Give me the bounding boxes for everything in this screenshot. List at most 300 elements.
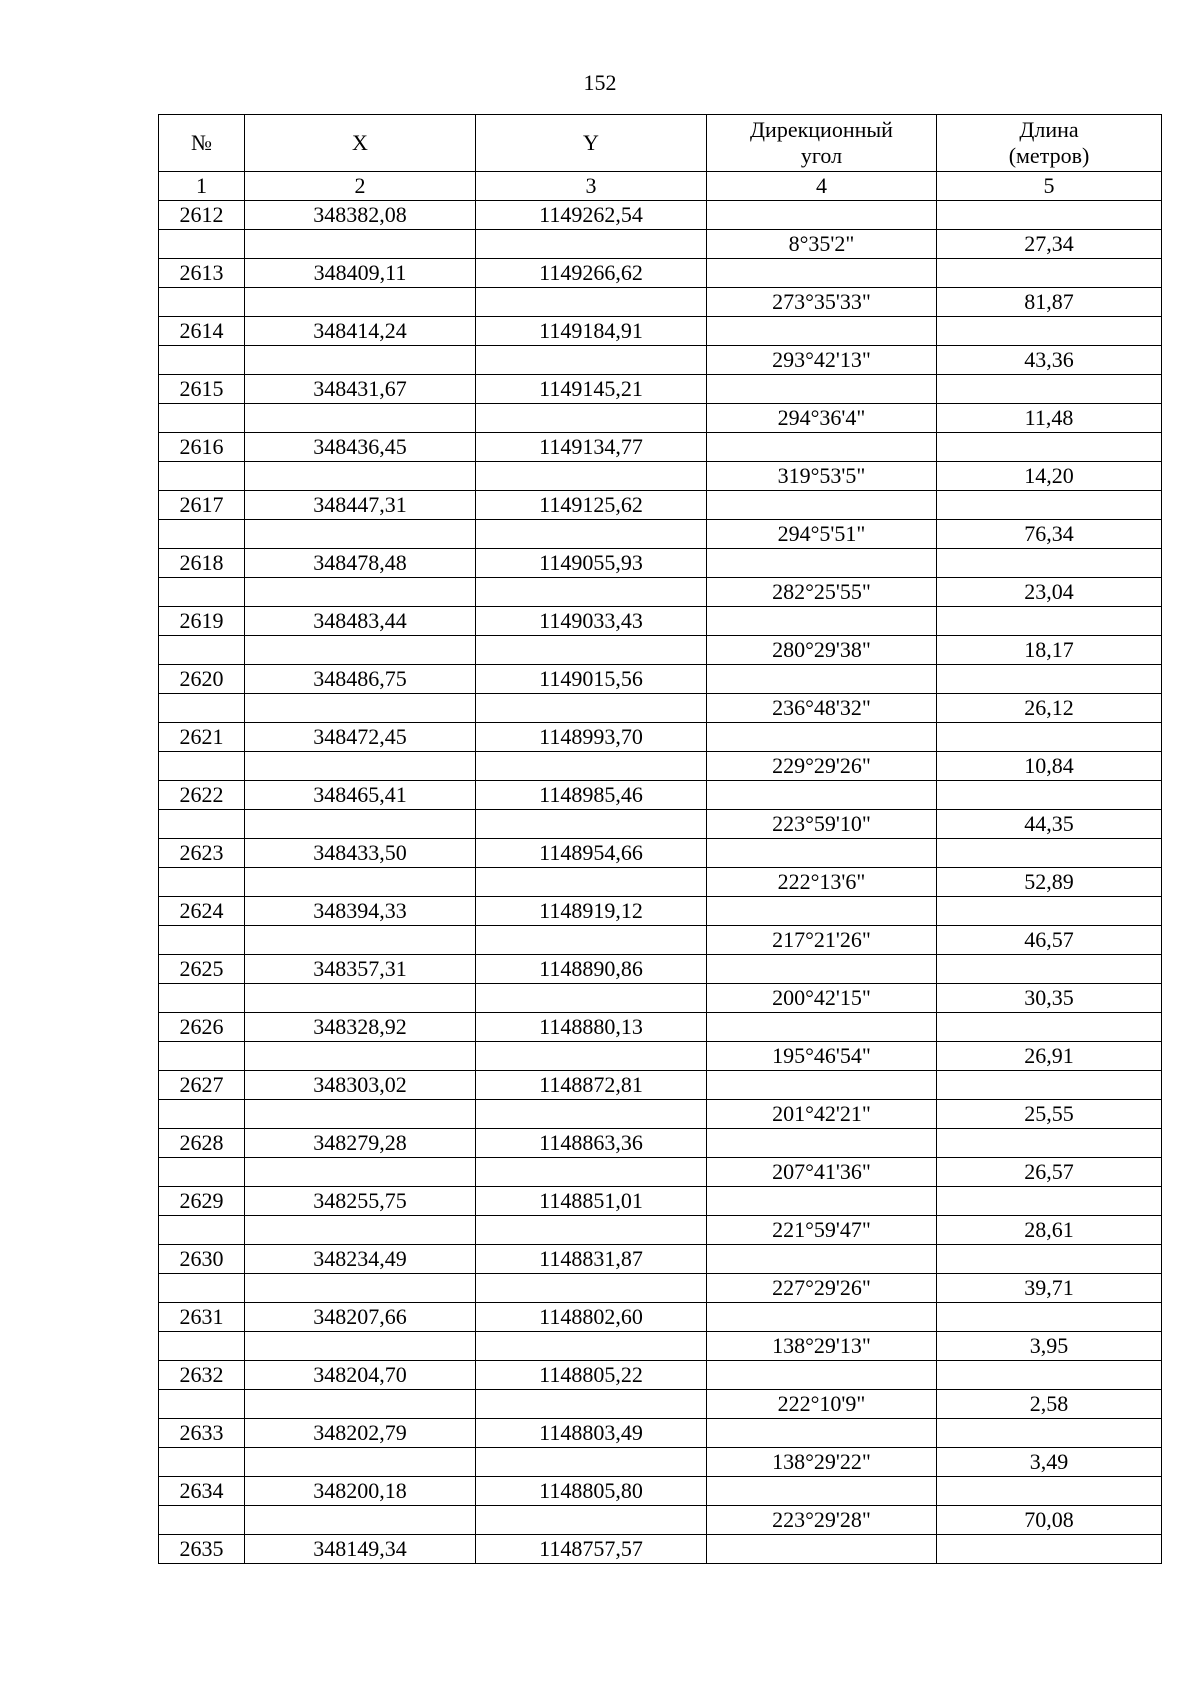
header-length — [937, 115, 1162, 172]
segment-y-empty — [476, 636, 707, 665]
segment-row — [159, 578, 1162, 607]
segment-row — [159, 1506, 1162, 1535]
point-angle-empty — [707, 1187, 937, 1216]
point-y: 1148802,60 — [476, 1303, 707, 1332]
segment-angle: 201°42'21" — [707, 1100, 937, 1129]
segment-angle: 223°59'10" — [707, 810, 937, 839]
segment-y-empty — [476, 578, 707, 607]
segment-x-empty — [245, 636, 476, 665]
segment-length: 70,08 — [937, 1506, 1162, 1535]
segment-length: 30,35 — [937, 984, 1162, 1013]
point-number: 2628 — [159, 1129, 245, 1158]
point-y: 1148880,13 — [476, 1013, 707, 1042]
segment-x-empty — [245, 1216, 476, 1245]
column-index: 4 — [707, 172, 937, 201]
point-number: 2631 — [159, 1303, 245, 1332]
segment-y-empty — [476, 1158, 707, 1187]
header-angle — [707, 115, 937, 172]
point-angle-empty — [707, 607, 937, 636]
segment-y-empty — [476, 1042, 707, 1071]
point-length-empty — [937, 781, 1162, 810]
segment-y-empty — [476, 1332, 707, 1361]
segment-y-empty — [476, 404, 707, 433]
segment-row — [159, 1158, 1162, 1187]
segment-y-empty — [476, 1274, 707, 1303]
segment-x-empty — [245, 868, 476, 897]
segment-angle: 294°36'4" — [707, 404, 937, 433]
point-number: 2623 — [159, 839, 245, 868]
point-number: 2629 — [159, 1187, 245, 1216]
segment-number-empty — [159, 288, 245, 317]
point-length-empty — [937, 549, 1162, 578]
segment-y-empty — [476, 462, 707, 491]
segment-x-empty — [245, 404, 476, 433]
segment-number-empty — [159, 462, 245, 491]
segment-y-empty — [476, 288, 707, 317]
point-x: 348255,75 — [245, 1187, 476, 1216]
segment-row — [159, 1042, 1162, 1071]
page-number: 152 — [583, 70, 617, 95]
segment-y-empty — [476, 346, 707, 375]
segment-length: 28,61 — [937, 1216, 1162, 1245]
segment-number-empty — [159, 1158, 245, 1187]
segment-angle: 294°5'51" — [707, 520, 937, 549]
segment-number-empty — [159, 810, 245, 839]
header-length-line1: Длина — [1019, 117, 1079, 142]
point-length-empty — [937, 433, 1162, 462]
point-x: 348279,28 — [245, 1129, 476, 1158]
point-number: 2632 — [159, 1361, 245, 1390]
segment-length: 2,58 — [937, 1390, 1162, 1419]
point-angle-empty — [707, 839, 937, 868]
point-length-empty — [937, 1245, 1162, 1274]
segment-row — [159, 752, 1162, 781]
segment-x-empty — [245, 1100, 476, 1129]
point-y: 1148872,81 — [476, 1071, 707, 1100]
segment-number-empty — [159, 520, 245, 549]
point-row — [159, 897, 1162, 926]
segment-y-empty — [476, 520, 707, 549]
point-number: 2624 — [159, 897, 245, 926]
point-number: 2618 — [159, 549, 245, 578]
point-y: 1148831,87 — [476, 1245, 707, 1274]
segment-length: 26,57 — [937, 1158, 1162, 1187]
segment-row — [159, 810, 1162, 839]
point-row — [159, 259, 1162, 288]
header-row — [159, 115, 1162, 172]
segment-row — [159, 1274, 1162, 1303]
segment-x-empty — [245, 810, 476, 839]
point-x: 348436,45 — [245, 433, 476, 462]
segment-row — [159, 520, 1162, 549]
segment-x-empty — [245, 1158, 476, 1187]
segment-angle: 138°29'22" — [707, 1448, 937, 1477]
segment-length: 26,12 — [937, 694, 1162, 723]
segment-angle: 222°10'9" — [707, 1390, 937, 1419]
segment-row — [159, 694, 1162, 723]
segment-angle: 200°42'15" — [707, 984, 937, 1013]
segment-angle: 273°35'33" — [707, 288, 937, 317]
point-length-empty — [937, 1361, 1162, 1390]
point-row — [159, 375, 1162, 404]
point-row — [159, 1129, 1162, 1158]
segment-number-empty — [159, 1100, 245, 1129]
segment-length: 3,49 — [937, 1448, 1162, 1477]
header-angle-line2: угол — [800, 143, 843, 168]
segment-length: 52,89 — [937, 868, 1162, 897]
column-index: 3 — [476, 172, 707, 201]
point-length-empty — [937, 491, 1162, 520]
point-x: 348478,48 — [245, 549, 476, 578]
point-x: 348472,45 — [245, 723, 476, 752]
point-row — [159, 955, 1162, 984]
segment-length: 14,20 — [937, 462, 1162, 491]
segment-y-empty — [476, 810, 707, 839]
point-angle-empty — [707, 549, 937, 578]
header-angle-line1: Дирекционный — [750, 117, 893, 142]
segment-x-empty — [245, 1506, 476, 1535]
segment-angle: 138°29'13" — [707, 1332, 937, 1361]
header-y: Y — [476, 115, 707, 172]
segment-y-empty — [476, 752, 707, 781]
segment-x-empty — [245, 1274, 476, 1303]
segment-row — [159, 636, 1162, 665]
point-length-empty — [937, 1129, 1162, 1158]
segment-number-empty — [159, 230, 245, 259]
point-length-empty — [937, 259, 1162, 288]
point-y: 1148890,86 — [476, 955, 707, 984]
point-row — [159, 1013, 1162, 1042]
segment-length: 3,95 — [937, 1332, 1162, 1361]
segment-number-empty — [159, 1448, 245, 1477]
point-angle-empty — [707, 665, 937, 694]
point-row — [159, 1187, 1162, 1216]
point-row — [159, 1071, 1162, 1100]
point-number: 2634 — [159, 1477, 245, 1506]
point-length-empty — [937, 1071, 1162, 1100]
point-x: 348200,18 — [245, 1477, 476, 1506]
segment-y-empty — [476, 1100, 707, 1129]
segment-angle: 319°53'5" — [707, 462, 937, 491]
segment-length: 23,04 — [937, 578, 1162, 607]
column-index-row — [159, 172, 1162, 201]
point-length-empty — [937, 1419, 1162, 1448]
segment-y-empty — [476, 1506, 707, 1535]
point-row — [159, 1419, 1162, 1448]
point-angle-empty — [707, 1361, 937, 1390]
segment-x-empty — [245, 984, 476, 1013]
segment-length: 39,71 — [937, 1274, 1162, 1303]
point-length-empty — [937, 607, 1162, 636]
segment-y-empty — [476, 1448, 707, 1477]
segment-row — [159, 230, 1162, 259]
point-angle-empty — [707, 1535, 937, 1564]
point-length-empty — [937, 955, 1162, 984]
point-x: 348328,92 — [245, 1013, 476, 1042]
point-number: 2630 — [159, 1245, 245, 1274]
segment-x-empty — [245, 1448, 476, 1477]
point-x: 348486,75 — [245, 665, 476, 694]
point-y: 1149033,43 — [476, 607, 707, 636]
coordinates-table — [158, 114, 1162, 1564]
segment-row — [159, 288, 1162, 317]
segment-x-empty — [245, 1390, 476, 1419]
segment-number-empty — [159, 578, 245, 607]
point-number: 2625 — [159, 955, 245, 984]
point-angle-empty — [707, 897, 937, 926]
point-x: 348433,50 — [245, 839, 476, 868]
segment-number-empty — [159, 1390, 245, 1419]
point-x: 348234,49 — [245, 1245, 476, 1274]
point-x: 348207,66 — [245, 1303, 476, 1332]
point-x: 348149,34 — [245, 1535, 476, 1564]
segment-number-empty — [159, 868, 245, 897]
segment-number-empty — [159, 404, 245, 433]
column-index: 2 — [245, 172, 476, 201]
point-row — [159, 1245, 1162, 1274]
point-x: 348394,33 — [245, 897, 476, 926]
point-number: 2633 — [159, 1419, 245, 1448]
segment-y-empty — [476, 1216, 707, 1245]
point-y: 1149055,93 — [476, 549, 707, 578]
point-number: 2615 — [159, 375, 245, 404]
segment-x-empty — [245, 1042, 476, 1071]
segment-row — [159, 346, 1162, 375]
header-number: № — [159, 115, 245, 172]
segment-length: 43,36 — [937, 346, 1162, 375]
point-number: 2635 — [159, 1535, 245, 1564]
segment-number-empty — [159, 636, 245, 665]
segment-length: 46,57 — [937, 926, 1162, 955]
segment-length: 10,84 — [937, 752, 1162, 781]
segment-y-empty — [476, 984, 707, 1013]
segment-x-empty — [245, 520, 476, 549]
point-y: 1148851,01 — [476, 1187, 707, 1216]
point-angle-empty — [707, 375, 937, 404]
segment-angle: 282°25'55" — [707, 578, 937, 607]
segment-length: 25,55 — [937, 1100, 1162, 1129]
segment-row — [159, 462, 1162, 491]
header-length-line2: (метров) — [1008, 143, 1090, 168]
segment-y-empty — [476, 926, 707, 955]
point-number: 2617 — [159, 491, 245, 520]
point-y: 1148954,66 — [476, 839, 707, 868]
segment-row — [159, 1448, 1162, 1477]
point-angle-empty — [707, 1129, 937, 1158]
point-row — [159, 433, 1162, 462]
point-y: 1149015,56 — [476, 665, 707, 694]
point-row — [159, 1477, 1162, 1506]
segment-length: 44,35 — [937, 810, 1162, 839]
point-number: 2613 — [159, 259, 245, 288]
point-angle-empty — [707, 201, 937, 230]
point-row — [159, 549, 1162, 578]
point-row — [159, 665, 1162, 694]
point-angle-empty — [707, 1419, 937, 1448]
point-y: 1148863,36 — [476, 1129, 707, 1158]
segment-number-empty — [159, 1216, 245, 1245]
segment-x-empty — [245, 288, 476, 317]
point-angle-empty — [707, 781, 937, 810]
segment-angle: 293°42'13" — [707, 346, 937, 375]
point-number: 2627 — [159, 1071, 245, 1100]
segment-y-empty — [476, 1390, 707, 1419]
segment-angle: 236°48'32" — [707, 694, 937, 723]
point-angle-empty — [707, 317, 937, 346]
segment-number-empty — [159, 694, 245, 723]
point-x: 348431,67 — [245, 375, 476, 404]
segment-x-empty — [245, 1332, 476, 1361]
segment-angle: 217°21'26" — [707, 926, 937, 955]
point-length-empty — [937, 665, 1162, 694]
segment-x-empty — [245, 230, 476, 259]
point-number: 2616 — [159, 433, 245, 462]
point-angle-empty — [707, 433, 937, 462]
point-length-empty — [937, 375, 1162, 404]
point-y: 1148803,49 — [476, 1419, 707, 1448]
point-angle-empty — [707, 1071, 937, 1100]
segment-angle: 223°29'28" — [707, 1506, 937, 1535]
point-number: 2614 — [159, 317, 245, 346]
segment-row — [159, 868, 1162, 897]
point-row — [159, 1535, 1162, 1564]
point-row — [159, 607, 1162, 636]
segment-number-empty — [159, 1332, 245, 1361]
point-row — [159, 781, 1162, 810]
point-row — [159, 1361, 1162, 1390]
segment-number-empty — [159, 1506, 245, 1535]
segment-y-empty — [476, 868, 707, 897]
point-y: 1148805,22 — [476, 1361, 707, 1390]
segment-number-empty — [159, 346, 245, 375]
point-number: 2619 — [159, 607, 245, 636]
point-length-empty — [937, 1477, 1162, 1506]
column-index: 1 — [159, 172, 245, 201]
point-number: 2621 — [159, 723, 245, 752]
segment-row — [159, 1100, 1162, 1129]
point-number: 2612 — [159, 201, 245, 230]
point-x: 348465,41 — [245, 781, 476, 810]
segment-y-empty — [476, 230, 707, 259]
segment-angle: 227°29'26" — [707, 1274, 937, 1303]
segment-number-empty — [159, 1274, 245, 1303]
point-x: 348204,70 — [245, 1361, 476, 1390]
point-x: 348409,11 — [245, 259, 476, 288]
segment-length: 81,87 — [937, 288, 1162, 317]
segment-x-empty — [245, 926, 476, 955]
point-y: 1149134,77 — [476, 433, 707, 462]
point-x: 348202,79 — [245, 1419, 476, 1448]
column-index: 5 — [937, 172, 1162, 201]
segment-number-empty — [159, 1042, 245, 1071]
segment-angle: 221°59'47" — [707, 1216, 937, 1245]
point-y: 1149262,54 — [476, 201, 707, 230]
point-length-empty — [937, 723, 1162, 752]
point-y: 1148919,12 — [476, 897, 707, 926]
point-length-empty — [937, 1303, 1162, 1332]
point-angle-empty — [707, 1013, 937, 1042]
point-y: 1148757,57 — [476, 1535, 707, 1564]
segment-x-empty — [245, 346, 476, 375]
point-y: 1149266,62 — [476, 259, 707, 288]
segment-x-empty — [245, 462, 476, 491]
point-angle-empty — [707, 491, 937, 520]
point-row — [159, 491, 1162, 520]
point-length-empty — [937, 1013, 1162, 1042]
segment-angle: 229°29'26" — [707, 752, 937, 781]
point-y: 1149145,21 — [476, 375, 707, 404]
point-row — [159, 839, 1162, 868]
point-y: 1149184,91 — [476, 317, 707, 346]
point-y: 1148993,70 — [476, 723, 707, 752]
point-length-empty — [937, 897, 1162, 926]
segment-x-empty — [245, 752, 476, 781]
segment-row — [159, 404, 1162, 433]
point-x: 348382,08 — [245, 201, 476, 230]
point-x: 348357,31 — [245, 955, 476, 984]
segment-length: 76,34 — [937, 520, 1162, 549]
point-angle-empty — [707, 723, 937, 752]
point-x: 348303,02 — [245, 1071, 476, 1100]
point-number: 2626 — [159, 1013, 245, 1042]
segment-row — [159, 984, 1162, 1013]
header-x: X — [245, 115, 476, 172]
point-length-empty — [937, 317, 1162, 346]
segment-row — [159, 1216, 1162, 1245]
segment-angle: 280°29'38" — [707, 636, 937, 665]
point-angle-empty — [707, 1245, 937, 1274]
segment-row — [159, 1332, 1162, 1361]
coordinates-body — [159, 201, 1162, 1564]
point-row — [159, 723, 1162, 752]
point-row — [159, 1303, 1162, 1332]
segment-row — [159, 926, 1162, 955]
point-number: 2620 — [159, 665, 245, 694]
segment-angle: 222°13'6" — [707, 868, 937, 897]
segment-x-empty — [245, 694, 476, 723]
segment-angle: 207°41'36" — [707, 1158, 937, 1187]
segment-length: 11,48 — [937, 404, 1162, 433]
point-length-empty — [937, 201, 1162, 230]
point-number: 2622 — [159, 781, 245, 810]
segment-y-empty — [476, 694, 707, 723]
segment-number-empty — [159, 984, 245, 1013]
point-length-empty — [937, 839, 1162, 868]
segment-angle: 8°35'2" — [707, 230, 937, 259]
point-x: 348414,24 — [245, 317, 476, 346]
point-y: 1148985,46 — [476, 781, 707, 810]
segment-number-empty — [159, 752, 245, 781]
point-length-empty — [937, 1535, 1162, 1564]
point-x: 348483,44 — [245, 607, 476, 636]
point-x: 348447,31 — [245, 491, 476, 520]
segment-length: 26,91 — [937, 1042, 1162, 1071]
point-y: 1148805,80 — [476, 1477, 707, 1506]
point-angle-empty — [707, 955, 937, 984]
segment-row — [159, 1390, 1162, 1419]
segment-angle: 195°46'54" — [707, 1042, 937, 1071]
segment-number-empty — [159, 926, 245, 955]
segment-length: 18,17 — [937, 636, 1162, 665]
point-angle-empty — [707, 1477, 937, 1506]
point-angle-empty — [707, 259, 937, 288]
segment-length: 27,34 — [937, 230, 1162, 259]
segment-x-empty — [245, 578, 476, 607]
point-y: 1149125,62 — [476, 491, 707, 520]
point-length-empty — [937, 1187, 1162, 1216]
point-angle-empty — [707, 1303, 937, 1332]
point-row — [159, 317, 1162, 346]
